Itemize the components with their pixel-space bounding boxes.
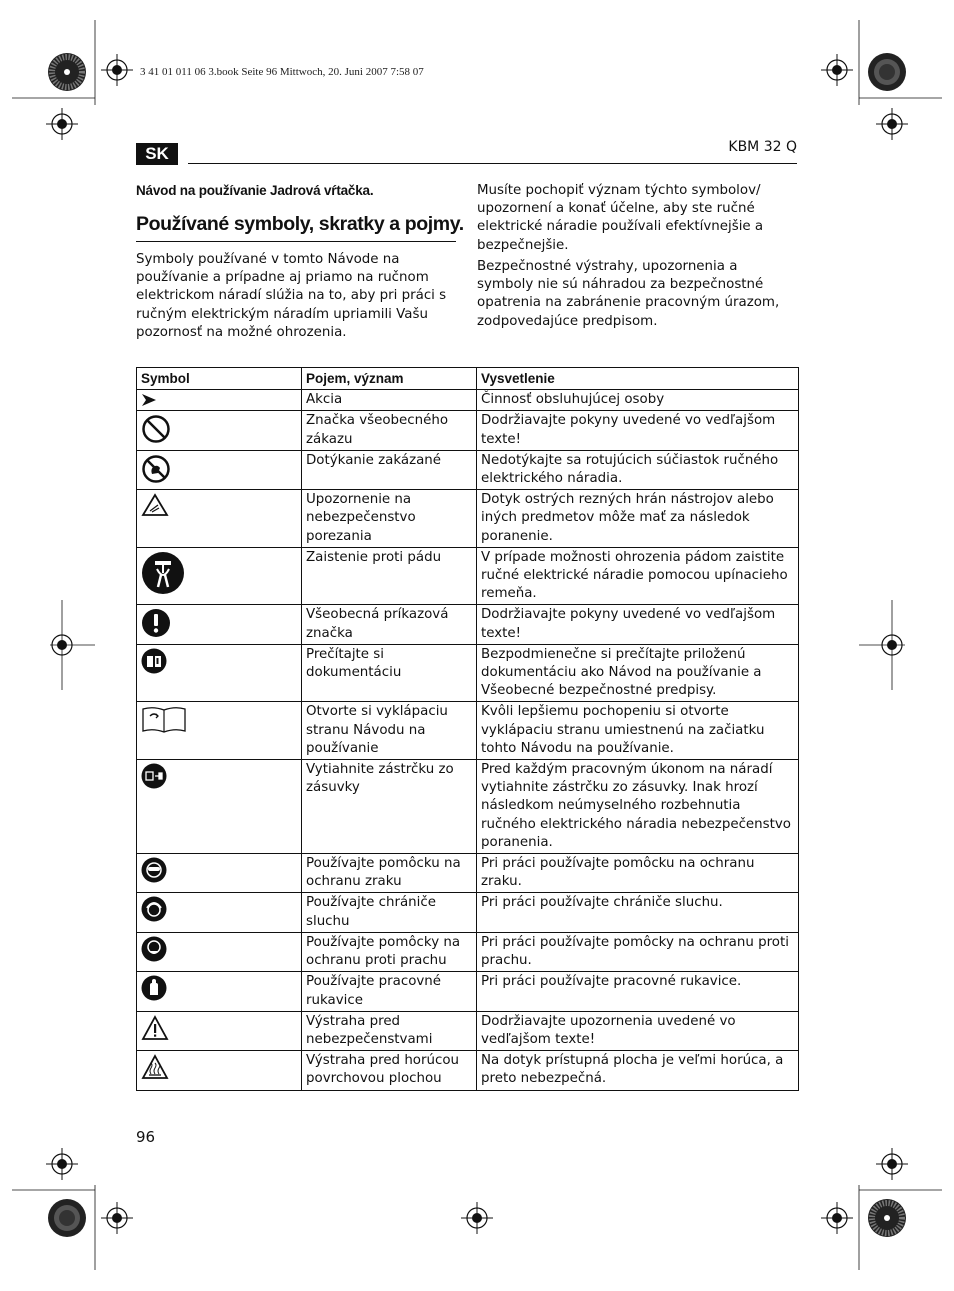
term-cell: Výstraha pred horúcou povrchovou plochou bbox=[302, 1051, 477, 1090]
symbol-cell bbox=[137, 605, 302, 644]
symbol-cell bbox=[137, 1051, 302, 1090]
column-header-explanation: Vysvetlenie bbox=[477, 368, 799, 390]
table-row bbox=[137, 760, 799, 854]
symbol-cell bbox=[137, 450, 302, 489]
table-row bbox=[137, 411, 799, 450]
eye-protection-icon bbox=[141, 857, 167, 883]
symbol-cell bbox=[137, 411, 302, 450]
fall-protection-icon bbox=[141, 551, 185, 595]
term-cell: Používajte chrániče sluchu bbox=[302, 893, 477, 932]
symbol-cell bbox=[137, 932, 302, 971]
section-title: Používané symboly, skratky a pojmy. bbox=[136, 213, 464, 235]
explanation-cell: Pri práci používajte pomôcku na ochranu zraku. bbox=[477, 854, 799, 893]
table-row bbox=[137, 893, 799, 932]
table-row bbox=[137, 547, 799, 605]
term-cell: Používajte pracovné rukavice bbox=[302, 972, 477, 1011]
term-cell: Dotýkanie zakázané bbox=[302, 450, 477, 489]
term-cell: Prečítajte si dokumentáciu bbox=[302, 644, 477, 702]
intro-paragraph-3: Bezpečnostné výstrahy, upozornenia a symboly nie sú náhradou za bezpečnostné opatrenia na zabránenie pracovným úrazom, zodpovedajúce predpisom. bbox=[477, 259, 780, 329]
term-cell: Otvorte si vyklápaciu stranu Návodu na používanie bbox=[302, 702, 477, 760]
symbol-cell bbox=[137, 972, 302, 1011]
header-rule bbox=[188, 163, 797, 164]
warning-triangle-icon bbox=[141, 1015, 169, 1041]
symbol-cell bbox=[137, 547, 302, 605]
language-badge: SK bbox=[136, 143, 178, 165]
explanation-cell: Pri práci používajte chrániče sluchu. bbox=[477, 893, 799, 932]
title-rule bbox=[136, 241, 456, 242]
term-cell: Používajte pomôcky na ochranu proti prachu bbox=[302, 932, 477, 971]
manual-subheading: Návod na používanie Jadrová vŕtačka. bbox=[136, 183, 374, 198]
cut-warning-icon bbox=[141, 493, 169, 517]
arrow-icon bbox=[141, 393, 157, 407]
symbol-cell bbox=[137, 893, 302, 932]
explanation-cell: Dotyk ostrých rezných hrán nástrojov alebo iných predmetov môže mať za následok poranenie. bbox=[477, 490, 799, 548]
term-cell: Zaistenie proti pádu bbox=[302, 547, 477, 605]
explanation-cell: V prípade možnosti ohrozenia pádom zaistite ručné elektrické náradie pomocou upínacieho remeňa. bbox=[477, 547, 799, 605]
table-row bbox=[137, 390, 799, 411]
explanation-cell: Dodržiavajte pokyny uvedené vo vedľajšom texte! bbox=[477, 411, 799, 450]
table-row bbox=[137, 644, 799, 702]
symbol-cell bbox=[137, 490, 302, 548]
explanation-cell: Nedotýkajte sa rotujúcich súčiastok ručného elektrického náradia. bbox=[477, 450, 799, 489]
read-manual-icon bbox=[141, 648, 167, 674]
prohibition-icon bbox=[141, 414, 171, 444]
symbol-cell bbox=[137, 1011, 302, 1050]
unplug-icon bbox=[141, 763, 167, 789]
explanation-cell: Bezpodmienečne si prečítajte priloženú dokumentáciu ako Návod na používanie a Všeobecné bezpečnostné predpisy. bbox=[477, 644, 799, 702]
term-cell: Vytiahnite zástrčku zo zásuvky bbox=[302, 760, 477, 854]
explanation-cell: Pri práci používajte pracovné rukavice. bbox=[477, 972, 799, 1011]
term-cell: Upozornenie na nebezpečenstvo porezania bbox=[302, 490, 477, 548]
symbol-cell bbox=[137, 390, 302, 411]
symbol-cell bbox=[137, 702, 302, 760]
explanation-cell: Dodržiavajte upozornenia uvedené vo vedľajšom texte! bbox=[477, 1011, 799, 1050]
table-row bbox=[137, 854, 799, 893]
symbol-cell bbox=[137, 854, 302, 893]
table-header-row bbox=[137, 368, 799, 390]
term-cell: Výstraha pred nebezpečenstvami bbox=[302, 1011, 477, 1050]
ear-protection-icon bbox=[141, 896, 167, 922]
foldout-page-icon bbox=[141, 705, 187, 735]
explanation-cell: Kvôli lepšiemu pochopeniu si otvorte vyklápaciu stranu umiestnenú na začiatku tohto Návodu na používanie. bbox=[477, 702, 799, 760]
term-cell: Akcia bbox=[302, 390, 477, 411]
term-cell: Všeobecná príkazová značka bbox=[302, 605, 477, 644]
table-row bbox=[137, 932, 799, 971]
table-row bbox=[137, 972, 799, 1011]
table-row bbox=[137, 490, 799, 548]
column-header-symbol: Symbol bbox=[137, 368, 302, 390]
table-row bbox=[137, 450, 799, 489]
table-row bbox=[137, 702, 799, 760]
column-header-term: Pojem, význam bbox=[302, 368, 477, 390]
no-touch-icon bbox=[141, 454, 171, 484]
dust-mask-icon bbox=[141, 936, 167, 962]
table-row bbox=[137, 1051, 799, 1090]
model-name: KBM 32 Q bbox=[728, 139, 797, 155]
explanation-cell: Pred každým pracovným úkonom na náradí vytiahnite zástrčku zo zásuvky. Inak hrozí následkom neúmyselného rozbehnutia ručného elektrického náradia nebezpečenstvo poranenia. bbox=[477, 760, 799, 854]
symbol-cell bbox=[137, 760, 302, 854]
term-cell: Používajte pomôcku na ochranu zraku bbox=[302, 854, 477, 893]
gloves-icon bbox=[141, 975, 167, 1001]
table-row bbox=[137, 605, 799, 644]
file-info-line: 3 41 01 011 06 3.book Seite 96 Mittwoch, 20. Juni 2007 7:58 07 bbox=[140, 66, 424, 78]
explanation-cell: Pri práci používajte pomôcky na ochranu proti prachu. bbox=[477, 932, 799, 971]
explanation-cell: Na dotyk prístupná plocha je veľmi horúca, a preto nebezpečná. bbox=[477, 1051, 799, 1090]
term-cell: Značka všeobecného zákazu bbox=[302, 411, 477, 450]
intro-paragraph-1: Symboly používané v tomto Návode na používanie a prípadne aj priamo na ručnom elektrickom náradí slúžia na to, aby pri práci s ručným elektrickým náradím upriamili Vašu pozornosť na možné ohrozenia. bbox=[136, 252, 447, 340]
symbol-cell bbox=[137, 644, 302, 702]
hot-surface-icon bbox=[141, 1054, 169, 1080]
page-number: 96 bbox=[136, 1128, 156, 1146]
explanation-cell: Činnosť obsluhujúcej osoby bbox=[477, 390, 799, 411]
symbols-table bbox=[136, 367, 799, 1091]
table-row bbox=[137, 1011, 799, 1050]
explanation-cell: Dodržiavajte pokyny uvedené vo vedľajšom texte! bbox=[477, 605, 799, 644]
mandatory-exclamation-icon bbox=[141, 608, 171, 638]
intro-paragraph-2: Musíte pochopiť význam týchto symbolov/ upozornení a konať účelne, aby ste ručné elektrické náradie používali efektívnejšie a bezpečnejšie. bbox=[477, 183, 764, 253]
